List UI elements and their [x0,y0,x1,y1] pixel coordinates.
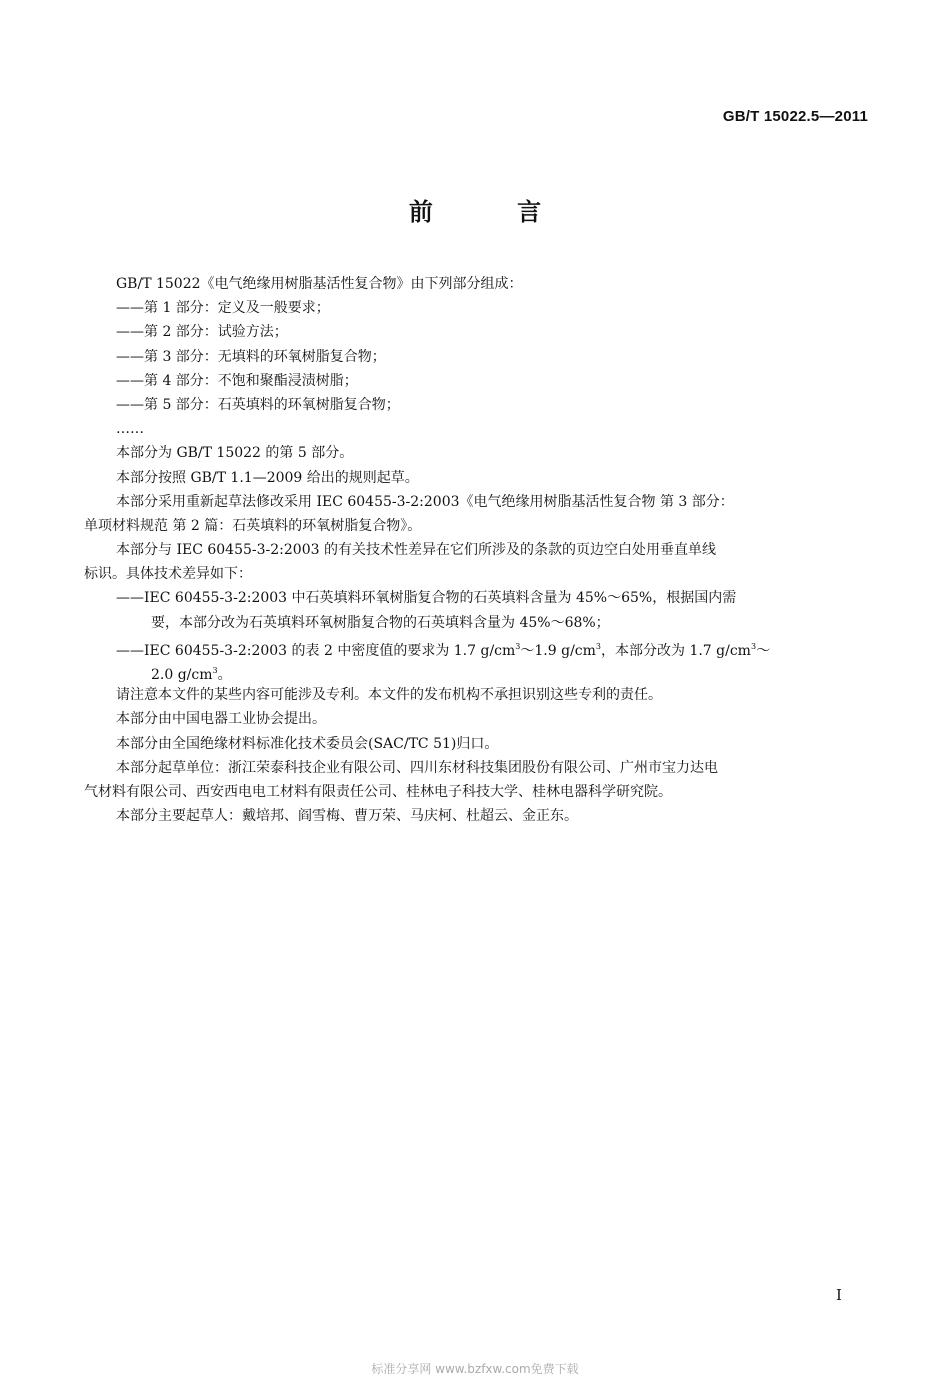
page-title: 前 言 [408,197,580,226]
list-item: ——第 2 部分：试验方法； [116,324,288,341]
text-segment: ——IEC 60455-3-2:2003 的表 2 中密度值的要求为 1.7 g/cm [116,642,516,659]
superscript: 3 [595,641,601,651]
difference-item-cont [84,659,870,683]
paragraph-differences-cont: 标识。具体技术差异如下： [84,566,252,583]
paragraph-patent: 请注意本文件的某些内容可能涉及专利。本文件的发布机构不承担识别这些专利的责任。 [116,687,662,704]
paragraph-adoption-cont: 单项材料规范 第 2 篇：石英填料的环氧树脂复合物》。 [84,517,422,534]
ellipsis: …… [116,421,144,438]
paragraph-drafting-rules: 本部分按照 GB/T 1.1—2009 给出的规则起草。 [116,469,419,486]
text-segment: ～ [756,642,771,659]
paragraph-drafting-units-cont: 气材料有限公司、西安西电电工材料有限责任公司、桂林电子科技大学、桂林电器科学研究院。 [84,783,672,800]
paragraph-part: 本部分为 GB/T 15022 的第 5 部分。 [116,445,354,462]
document-body [84,272,870,828]
text-segment: ，本部分改为 1.7 g/cm [601,642,751,659]
list-item: ——第 5 部分：石英填料的环氧树脂复合物； [116,396,400,413]
paragraph-committee: 本部分由全国绝缘材料标准化技术委员会(SAC/TC 51)归口。 [116,735,499,752]
list-item: ——第 3 部分：无填料的环氧树脂复合物； [116,348,386,365]
footer-watermark: 标准分享网 www.bzfxw.com免费下载 [371,1362,579,1376]
paragraph-adoption: 本部分采用重新起草法修改采用 IEC 60455-3-2:2003《电气绝缘用树脂基活性复合物 第 3 部分： [116,493,734,510]
text-segment: 2.0 g/cm [151,667,213,683]
superscript: 3 [515,641,521,651]
page-number: I [836,1286,842,1304]
difference-item [84,635,870,659]
difference-item: ——IEC 60455-3-2:2003 中石英填料环氧树脂复合物的石英填料含量为 45%～65%，根据国内需 [116,590,737,607]
paragraph-drafters: 本部分主要起草人：戴培邦、阎雪梅、曹万荣、马庆柯、杜超云、金正东。 [116,808,578,825]
standard-code: GB/T 15022.5—2011 [722,108,868,125]
list-item: ——第 4 部分：不饱和聚酯浸渍树脂； [116,372,358,389]
text-segment: 。 [217,667,232,683]
superscript: 3 [750,641,757,651]
paragraph-intro: GB/T 15022《电气绝缘用树脂基活性复合物》由下列部分组成： [116,276,523,292]
superscript: 3 [212,666,218,675]
text-segment: ～1.9 g/cm [520,642,596,659]
paragraph-differences: 本部分与 IEC 60455-3-2:2003 的有关技术性差异在它们所涉及的条款的页边空白处用垂直单线 [116,542,716,559]
difference-item-cont: 要，本部分改为石英填料环氧树脂复合物的石英填料含量为 45%～68%； [151,614,610,631]
paragraph-proposer: 本部分由中国电器工业协会提出。 [116,711,326,728]
list-item: ——第 1 部分：定义及一般要求； [116,300,330,317]
paragraph-drafting-units: 本部分起草单位：浙江荣泰科技企业有限公司、四川东材科技集团股份有限公司、广州市宝力达电 [116,759,718,776]
